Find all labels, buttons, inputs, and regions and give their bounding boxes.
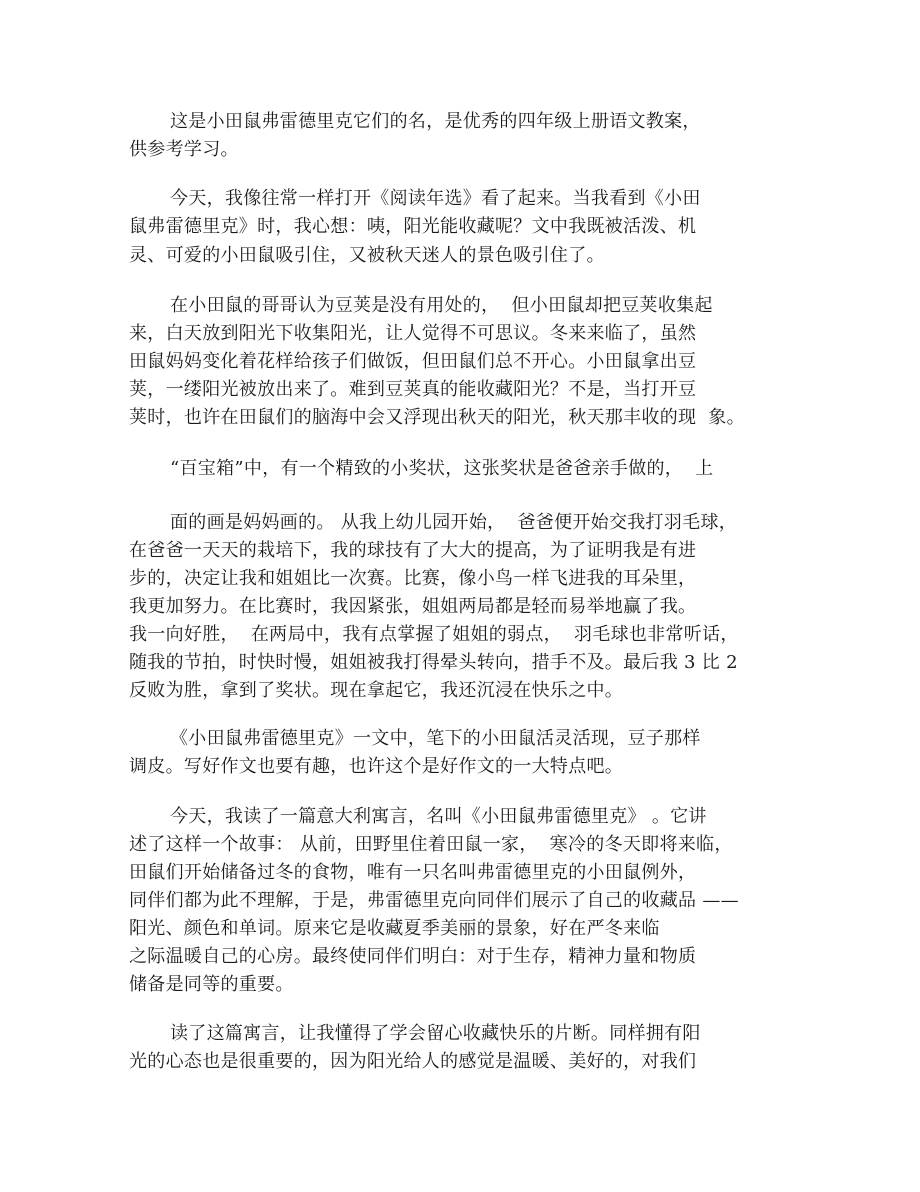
paragraph-5-line-1: 面的画是妈妈画的。 从我上幼儿园开始， 爸爸便开始交我打羽毛球，	[170, 512, 738, 533]
paragraph-5-line-2: 在爸爸一天天的栽培下，我的球技有了大大的提高，为了证明我是有进	[129, 540, 697, 561]
paragraph-7-line-4: 同伴们都为此不理解，于是，弗雷德里克向同伴们展示了自己的收藏品 ——	[129, 890, 739, 911]
paragraph-2-line-2: 鼠弗雷德里克》时，我心想：咦，阳光能收藏呢？文中我既被活泼、机	[129, 216, 697, 237]
paragraph-7-line-7: 储备是同等的重要。	[129, 974, 294, 995]
paragraph-1-line-1: 这是小田鼠弗雷德里克它们的名，是优秀的四年级上册语文教案，	[170, 111, 701, 132]
paragraph-6-line-2: 调皮。写好作文也要有趣，也许这个是好作文的一大特点吧。	[129, 756, 624, 777]
paragraph-5-line-6: 随我的节拍，时快时慢，姐姐被我打得晕头转向，措手不及。最后我 3 比 2	[129, 652, 738, 673]
paragraph-3-line-2: 来，白天放到阳光下收集阳光，让人觉得不可思议。冬来来临了，虽然	[129, 323, 697, 344]
paragraph-3-line-1: 在小田鼠的哥哥认为豆荚是没有用处的， 但小田鼠却把豆荚收集起	[170, 295, 713, 316]
paragraph-8-line-1: 读了这篇寓言，让我懂得了学会留心收藏快乐的片断。同样拥有阳	[170, 1023, 701, 1044]
paragraph-6-line-1: 《小田鼠弗雷德里克》一文中，笔下的小田鼠活灵活现，豆子那样	[170, 728, 701, 749]
paragraph-7-line-1: 今天，我读了一篇意大利寓言，名叫《小田鼠弗雷德里克》 。它讲	[170, 806, 707, 827]
paragraph-5-line-3: 步的，决定让我和姐姐比一次赛。比赛，像小鸟一样飞进我的耳朵里，	[129, 568, 697, 589]
paragraph-8-line-2: 光的心态也是很重要的，因为阳光给人的感觉是温暖、美好的，对我们	[129, 1051, 697, 1072]
paragraph-7-line-5: 阳光、颜色和单词。原来它是收藏夏季美丽的景象，好在严冬来临	[129, 918, 660, 939]
paragraph-2-line-1: 今天，我像往常一样打开《阅读年选》看了起来。当我看到《小田	[170, 188, 701, 209]
paragraph-7-line-6: 之际温暖自己的心房。最终使同伴们明白：对于生存，精神力量和物质	[129, 946, 697, 967]
paragraph-7-line-3: 田鼠们开始储备过冬的食物，唯有一只名叫弗雷德里克的小田鼠例外，	[129, 862, 697, 883]
paragraph-1-line-2: 供参考学习。	[129, 139, 239, 160]
paragraph-5-line-5: 我一向好胜， 在两局中，我有点掌握了姐姐的弱点， 羽毛球也非常听话，	[129, 624, 739, 645]
paragraph-2-line-3: 灵、可爱的小田鼠吸引住，又被秋天迷人的景色吸引住了。	[129, 245, 605, 266]
paragraph-5-line-4: 我更加努力。在比赛时，我因紧张，姐姐两局都是轻而易举地赢了我。	[129, 596, 697, 617]
paragraph-3-line-3: 田鼠妈妈变化着花样给孩子们做饭，但田鼠们总不开心。小田鼠拿出豆	[129, 351, 697, 372]
paragraph-3-line-5: 荚时，也许在田鼠们的脑海中会又浮现出秋天的阳光，秋天那丰收的现 象。	[129, 407, 745, 428]
paragraph-5-line-7: 反败为胜，拿到了奖状。现在拿起它，我还沉浸在快乐之中。	[129, 680, 624, 701]
paragraph-4-line-1: “百宝箱”中，有一个精致的小奖状，这张奖状是爸爸亲手做的， 上	[170, 458, 714, 479]
paragraph-3-line-4: 荚，一缕阳光被放出来了。难到豆荚真的能收藏阳光？不是，当打开豆	[129, 379, 697, 400]
paragraph-7-line-2: 述了这样一个故事： 从前，田野里住着田鼠一家， 寒冷的冬天即将来临，	[129, 834, 733, 855]
